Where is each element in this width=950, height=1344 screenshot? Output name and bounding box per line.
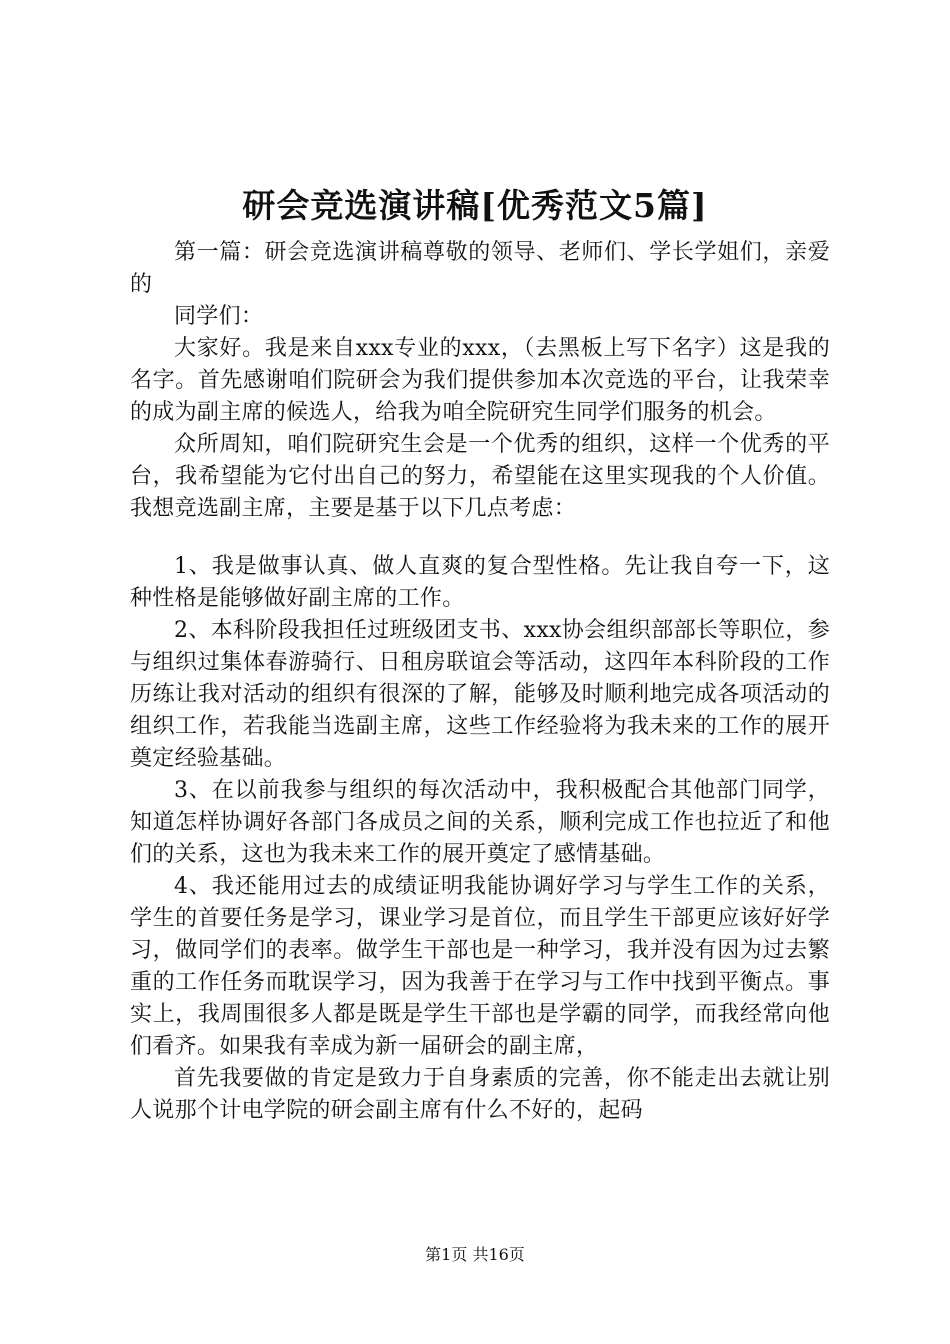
paragraph-6: 2、本科阶段我担任过班级团支书、xxx协会组织部部长等职位，参与组织过集体春游骑行、日租房联谊会等活动，这四年本科阶段的工作历练让我对活动的组织有很深的了解，能够及时顺利地完成各项活动的组织工作，若我能当选副主席，这些工作经验将为我未来的工作的展开奠定经验基础。	[130, 618, 830, 771]
paragraph-7: 3、在以前我参与组织的每次活动中，我积极配合其他部门同学，知道怎样协调好各部门各成员之间的关系，顺利完成工作也拉近了和他们的关系，这也为我未来工作的展开奠定了感情基础。	[130, 778, 830, 867]
paragraph-9: 首先我要做的肯定是致力于自身素质的完善，你不能走出去就让别人说那个计电学院的研会副主席有什么不好的，起码	[130, 1066, 830, 1123]
paragraph-4: 众所周知，咱们院研究生会是一个优秀的组织，这样一个优秀的平台，我希望能为它付出自己的努力，希望能在这里实现我的个人价值。我想竞选副主席，主要是基于以下几点考虑：	[130, 432, 830, 521]
paragraph-8: 4、我还能用过去的成绩证明我能协调好学习与学生工作的关系，学生的首要任务是学习，课业学习是首位，而且学生干部更应该好好学习，做同学们的表率。做学生干部也是一种学习，我并没有因为过去繁重的工作任务而耽误学习，因为我善于在学习与工作中找到平衡点。事实上，我周围很多人都是既是学生干部也是学霸的同学，而我经常向他们看齐。如果我有幸成为新一届研会的副主席，	[130, 874, 830, 1059]
paragraph-3: 大家好。我是来自xxx专业的xxx，（去黑板上写下名字）这是我的名字。首先感谢咱们院研会为我们提供参加本次竞选的平台，让我荣幸的成为副主席的候选人，给我为咱全院研究生同学们服务的机会。	[130, 336, 830, 425]
document-body	[130, 237, 830, 1127]
page-footer: 第1页 共16页	[425, 1245, 525, 1264]
paragraph-1: 第一篇：研会竞选演讲稿尊敬的领导、老师们、学长学姐们，亲爱的	[130, 240, 830, 297]
paragraph-2: 同学们：	[174, 304, 264, 329]
paragraph-5: 1、我是做事认真、做人直爽的复合型性格。先让我自夸一下，这种性格是能够做好副主席的工作。	[130, 554, 830, 611]
document-title: 研会竞选演讲稿[优秀范文5篇]	[242, 186, 708, 225]
